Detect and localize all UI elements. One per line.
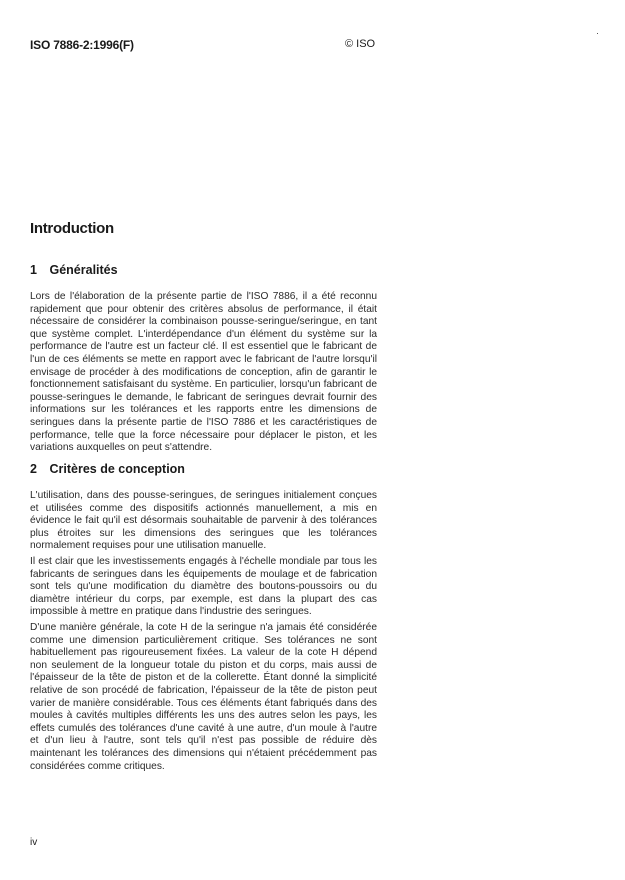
paragraph: D'une manière générale, la cote H de la seringue n'a jamais été considérée comme une dimension particulièrement critique. Ses tolérances ne sont habituellement pas rigoureusement fixées. La valeur de la cote H dépend non seulement de la longueur totale du piston et du corps, mais aussi de l'épaisseur de la tête de piston et de la collerette. Étant donné la simplicité relative de son procédé de fabrication, l'épaisseur de la tête de piston peut varier de manière considérable. Tous ces éléments étant fabriqués dans des moules à cavités multiples différents les uns des autres selon les pays, les effets cumulés des tolérances d'une cavité à une autre, d'un moule à l'autre et d'un lieu à l'autre, sont tels qu'il n'est pas possible de réduire dès maintenant les tolérances des dimensions qui n'étaient précédemment pas considérées comme critiques. <box>30 622 377 772</box>
section-title: Critères de conception <box>49 462 185 476</box>
paragraph: Lors de l'élaboration de la présente partie de l'ISO 7886, il a été reconnu rapidement que pour obtenir des critères absolus de performance, il était nécessaire de considérer la combinaison pousse-seringue/seringue, en tant que système complet. L'interdépendance d'un élément du système sur la performance de l'autre est un facteur clé. Il est essentiel que le fabricant de l'un de ces éléments se mette en rapport avec le fabricant de l'autre lorsqu'il envisage de procéder à des modifications de conception, afin de garantir le fonctionnement satisfaisant du système. En particulier, lorsqu'un fabricant de pousse-seringues le demande, le fabricant de seringues devrait fournir des informations sur les tolérances et les rapports entre les dimensions de seringues dans la présente partie de l'ISO 7886 et les caractéristiques de performance, telle que la force nécessaire pour déplacer le piston, et les variations auxquelles on peut s'attendre. <box>30 291 377 454</box>
copyright-notice: © ISO <box>345 38 376 50</box>
section-heading-1 <box>30 263 118 277</box>
section-heading-2 <box>30 462 185 476</box>
page-title: Introduction <box>30 220 114 237</box>
document-identifier: ISO 7886-2:1996(F) <box>30 38 134 52</box>
section-number: 1 <box>30 263 37 277</box>
paragraph: L'utilisation, dans des pousse-seringues, de seringues initialement conçues et utilisées comme des dispositifs actionnés manuellement, a mis en évidence le fait qu'il est désormais souhaitable de parvenir à des tolérances plus étroites sur les dimensions des seringues que les tolérances normalement requises pour une utilisation manuelle. <box>30 490 377 552</box>
scan-speck <box>597 33 598 34</box>
paragraph: Il est clair que les investissements engagés à l'échelle mondiale par tous les fabricants de seringues dans les équipements de moulage et de fabrication sont tels qu'une modification du diamètre des boutons-poussoirs ou du diamètre intérieur du corps, par exemple, est dans la plupart des cas impossible à mettre en pratique dans l'industrie des seringues. <box>30 556 377 618</box>
section-number: 2 <box>30 462 37 476</box>
section-title: Généralités <box>49 263 118 277</box>
page-number: iv <box>30 837 38 848</box>
